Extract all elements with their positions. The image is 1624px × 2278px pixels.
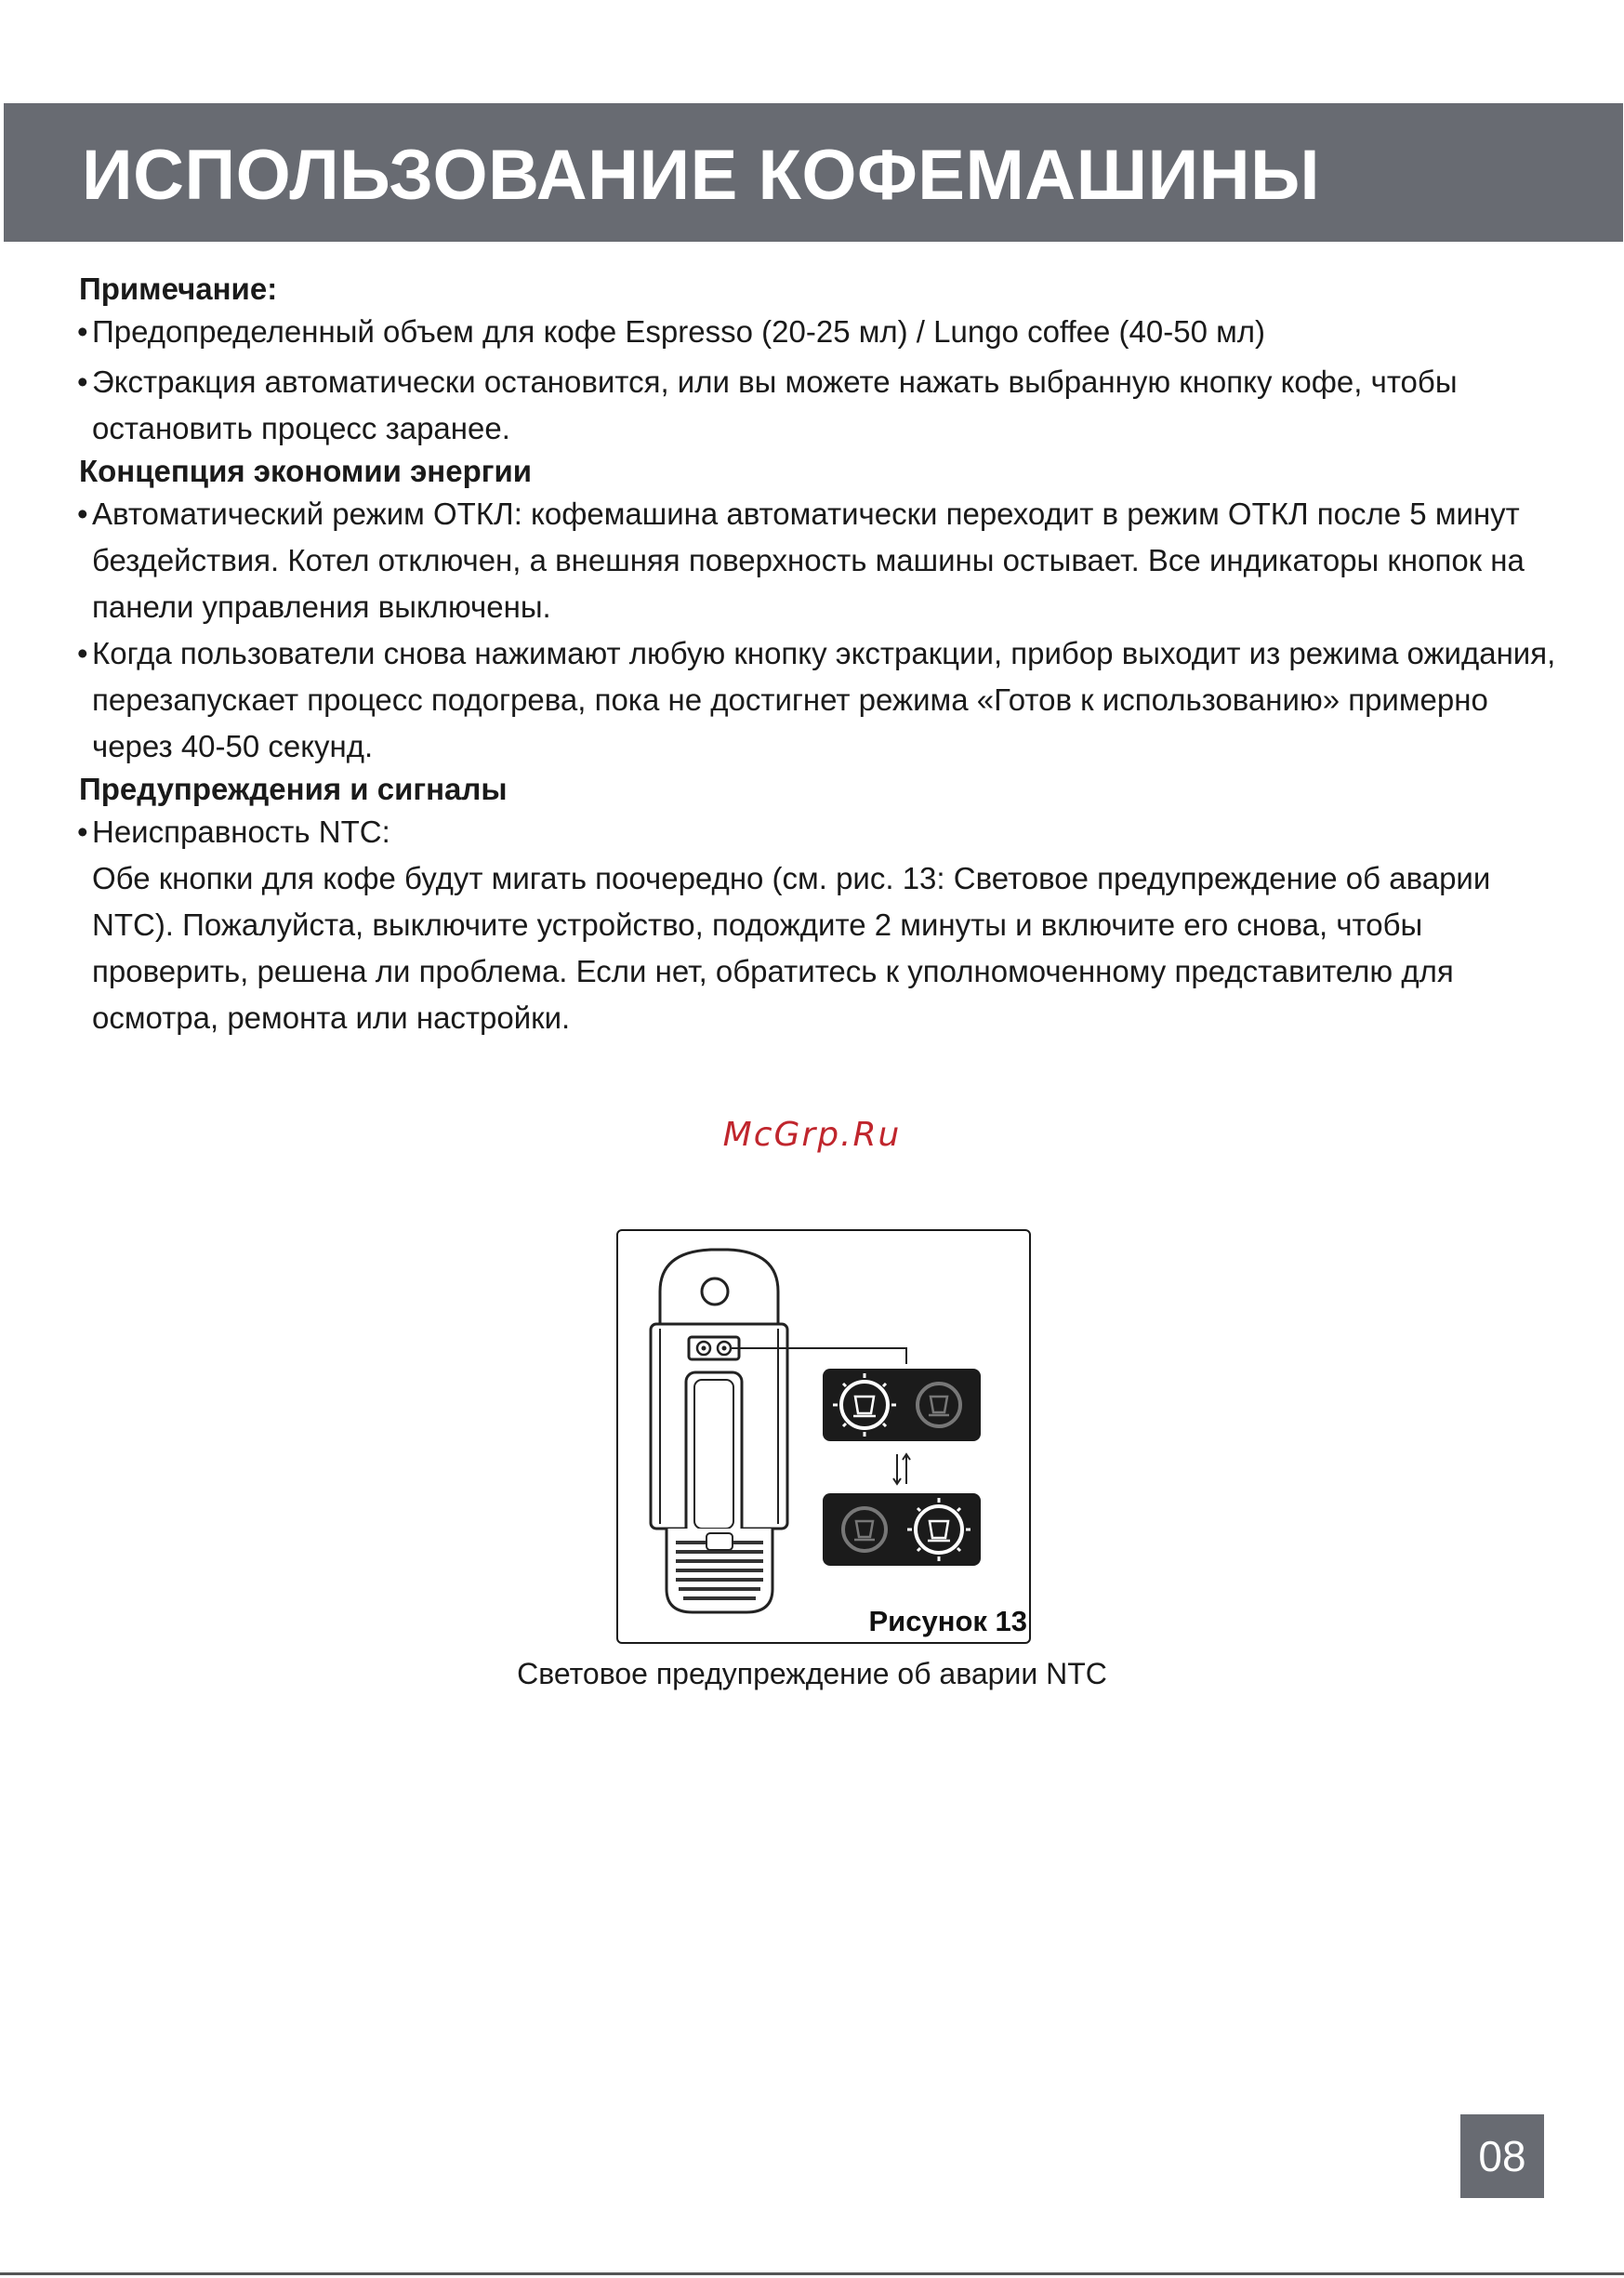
alternate-arrows-icon [893, 1454, 910, 1484]
energy-item: • Когда пользователи снова нажимают любую кнопку экстракции, прибор выходит из режима ожидания, перезапускает процесс подогрева, пока не достигнет режима «Готов к использованию» примерно через 40-50 секунд. [79, 630, 1566, 770]
coffee-machine-illustration [618, 1231, 1029, 1642]
page-number: 08 [1460, 2114, 1544, 2198]
figure-13 [616, 1229, 1031, 1644]
page-title: ИСПОЛЬЗОВАНИЕ КОФЕМАШИНЫ [82, 136, 1320, 215]
note-item: • Предопределенный объем для кофе Espresso (20-25 мл) / Lungo coffee (40-50 мл) [79, 309, 1566, 355]
warnings-item: • Неисправность NTC: [79, 809, 1566, 855]
energy-heading: Концепция экономии энергии [79, 454, 533, 488]
lid-button [702, 1278, 728, 1305]
note-heading: Примечание: [79, 272, 278, 306]
panel-right-lit [823, 1493, 981, 1566]
title-banner [4, 103, 1623, 242]
note-item: • Экстракция автоматически остановится, или вы можете нажать выбранную кнопку кофе, чтобы остановить процесс заранее. [79, 359, 1566, 452]
panel-left-lit [823, 1369, 981, 1441]
warnings-heading: Предупреждения и сигналы [79, 772, 508, 806]
figure-caption: Световое предупреждение об аварии NTC [517, 1657, 1107, 1690]
bottom-rule [0, 2272, 1624, 2275]
warnings-text: Обе кнопки для кофе будут мигать поочередно (см. рис. 13: Световое предупреждение об аварии NTC). Пожалуйста, выключите устройство, подождите 2 минуты и включите его снова, чтобы проверить, решена ли проблема. Если нет, обратитесь к уполномоченному представителю для осмотра, ремонта или настройки. [92, 861, 1491, 1035]
body-text [79, 270, 1566, 1041]
figure-label: Рисунок 13 [868, 1605, 1027, 1637]
watermark: McGrp.Ru [722, 1116, 902, 1154]
energy-item: • Автоматический режим ОТКЛ: кофемашина автоматически переходит в режим ОТКЛ после 5 минут бездействия. Котел отключен, а внешняя поверхность машины остывает. Все индикаторы кнопок на панели управления выключены. [79, 491, 1566, 630]
